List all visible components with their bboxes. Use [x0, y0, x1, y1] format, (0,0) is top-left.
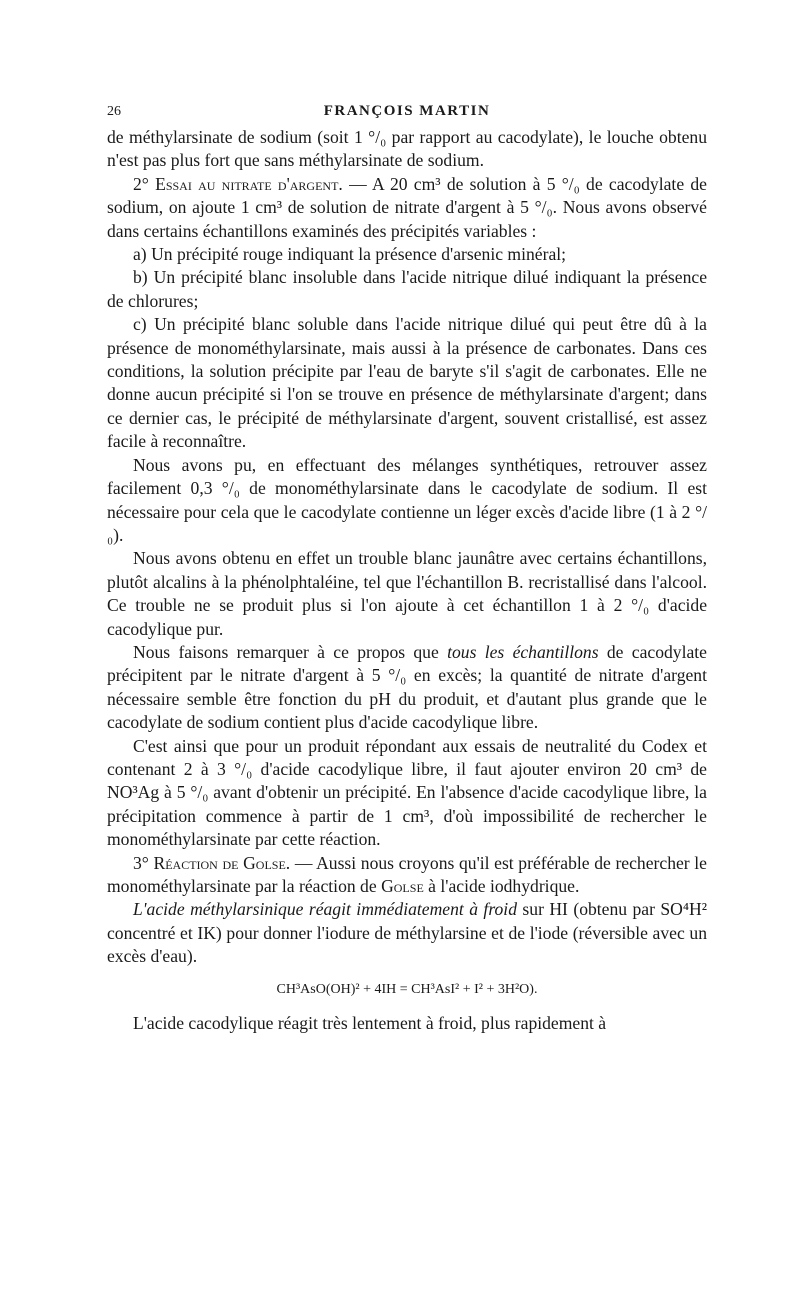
- page-header: [107, 100, 707, 126]
- emphasis-text: tous les échantillons: [447, 641, 599, 662]
- section-silver-nitrate: [107, 173, 707, 243]
- paragraph-synthetic-mixtures: Nous avons pu, en effectuant des mélanges synthétiques, retrouver assez facilement 0,3 °/₀ de monométhylarsinate dans le cacodylate de sodium. Il est nécessaire pour cela que le cacodylate contienne un léger excès d'acide libre (1 à 2 °/₀).: [107, 454, 707, 545]
- section-heading: 3° Réaction de Golse.: [133, 852, 291, 873]
- paragraph-text: — A 20 cm³ de solution à 5 °/₀ de cacodylate de sodium, on ajoute 1 cm³ de solution de nitrate d'argent à 5 °/₀. Nous avons observé dans certains échantillons examinés des précipités variables :: [107, 173, 707, 241]
- running-head: FRANÇOIS MARTIN: [323, 103, 491, 119]
- author-name: Golse: [381, 876, 424, 896]
- document-page: [107, 100, 707, 1035]
- list-item-c: c) Un précipité blanc soluble dans l'acide nitrique dilué qui peut être dû à la présence de monométhylarsinate, mais aussi à la présence de carbonates. Dans ces conditions, la solution précipite par l'eau de baryte s'il s'agit de carbonates. Elle ne donne aucun précipité si l'on se trouve en présence de méthylarsinate d'argent; dans ce dernier cas, le précipité de méthylarsinate d'argent, souvent cristallisé, est assez facile à reconnaître.: [107, 314, 707, 452]
- page-number: 26: [107, 104, 121, 119]
- chemical-equation: CH³AsO(OH)² + 4IH = CH³AsI² + I² + 3H²O).: [276, 981, 538, 997]
- paragraph-continuation: de méthylarsinate de sodium (soit 1 °/₀ par rapport au cacodylate), le louche obtenu n'est pas plus fort que sans méthylarsinate de sodium.: [107, 127, 707, 171]
- paragraph-all-samples: Nous faisons remarquer à ce propos que tous les échantillons de cacodylate précipitent par le nitrate d'argent à 5 °/₀ en excès; la quantité de nitrate d'argent nécessaire semble être fonction du pH du produit, et d'autant plus grande que le cacodylate de sodium contient plus d'acide cacodylique libre.: [107, 641, 707, 733]
- paragraph-codex-neutrality: C'est ainsi que pour un produit répondant aux essais de neutralité du Codex et contenant 2 à 3 °/₀ d'acide cacodylique libre, il faut ajouter environ 20 cm³ de NO³Ag à 5 °/₀ avant d'obtenir un précipité. En l'absence d'acide cacodylique libre, la précipitation commence à partir de 1 cm³, d'où impossibilité de rechercher le monométhylarsinate par cette réaction.: [107, 735, 707, 850]
- list-item-a: a) Un précipité rouge indiquant la présence d'arsenic minéral;: [133, 244, 567, 265]
- list-item-b: b) Un précipité blanc insoluble dans l'acide nitrique dilué indiquant la présence de chlorures;: [107, 267, 707, 311]
- paragraph-methylarsinic-acid: L'acide méthylarsinique réagit immédiatement à froid sur HI (obtenu par SO⁴H² concentré et IK) pour donner l'iodure de méthylarsine et de l'iode (réversible avec un excès d'eau).: [107, 899, 707, 967]
- emphasis-text: L'acide méthylarsinique réagit immédiatement à froid: [133, 899, 517, 920]
- section-heading: 2° Essai au nitrate d'argent.: [133, 173, 343, 194]
- paragraph-yellowish-turbidity: Nous avons obtenu en effet un trouble blanc jaunâtre avec certains échantillons, plutôt alcalins à la phénolphtaléine, tel que l'échantillon B. recristallisé dans l'alcool. Ce trouble ne se produit plus si l'on ajoute à cet échantillon 1 à 2 °/₀ d'acide cacodylique pur.: [107, 548, 707, 639]
- section-golse-reaction: 3° Réaction de Golse. — Aussi nous croyons qu'il est préférable de rechercher le monométhylarsinate par la réaction de Golse à l'acide iodhydrique.: [107, 852, 707, 896]
- paragraph-cacodylic-acid: L'acide cacodylique réagit très lentement à froid, plus rapidement à: [133, 1013, 607, 1034]
